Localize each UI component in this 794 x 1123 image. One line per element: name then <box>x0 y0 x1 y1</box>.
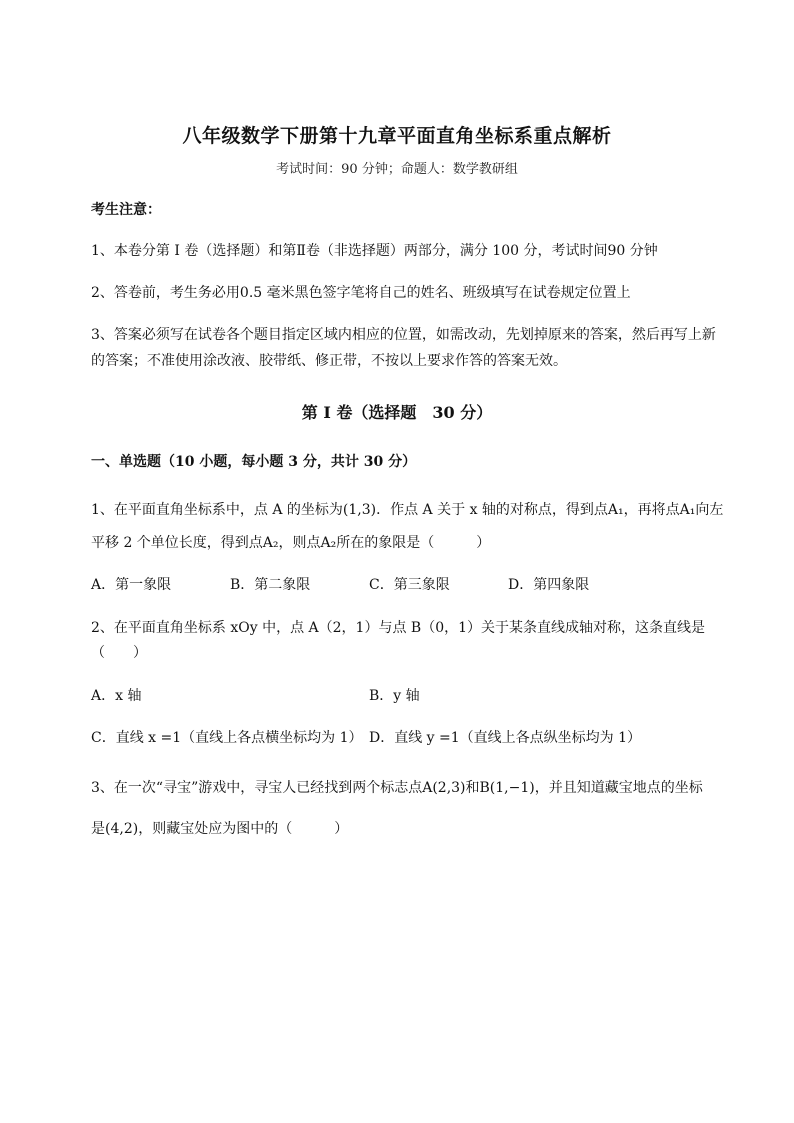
question-1-option-c: C．第三象限 <box>369 577 450 593</box>
notice-heading: 考生注意： <box>91 202 161 218</box>
question-3-line-2: 是(4,2)，则藏宝处应为图中的（ ） <box>91 821 349 837</box>
section-title: 第 I 卷（选择题 30 分） <box>301 403 493 422</box>
notice-item-3-continued: 的答案；不准使用涂改液、胶带纸、修正带，不按以上要求作答的答案无效。 <box>91 353 567 369</box>
exam-subtitle: 考试时间：90 分钟；命题人：数学教研组 <box>276 162 518 177</box>
question-2-option-b: B．y 轴 <box>369 688 420 704</box>
notice-item-2: 2、答卷前，考生务必用0.5 毫米黑色签字笔将自己的姓名、班级填写在试卷规定位置上 <box>91 285 631 301</box>
part-heading: 一、单选题（10 小题，每小题 3 分，共计 30 分） <box>91 454 417 470</box>
question-1-option-d: D．第四象限 <box>508 577 590 593</box>
question-1-option-a: A．第一象限 <box>91 577 172 593</box>
question-2-option-d: D．直线 y =1（直线上各点纵坐标均为 1） <box>369 730 642 746</box>
exam-title: 八年级数学下册第十九章平面直角坐标系重点解析 <box>182 125 612 147</box>
notice-item-1: 1、本卷分第 I 卷（选择题）和第Ⅱ卷（非选择题）两部分，满分 100 分，考试时间90 分钟 <box>91 243 658 259</box>
question-2-option-c: C．直线 x =1（直线上各点横坐标均为 1） <box>91 730 363 746</box>
question-2-line-2: （ ） <box>91 645 147 661</box>
notice-item-3: 3、答案必须写在试卷各个题目指定区域内相应的位置，如需改动，先划掉原来的答案，然后再写上新 <box>91 327 716 343</box>
question-2-option-a: A．x 轴 <box>91 688 142 704</box>
question-2-line-1: 2、在平面直角坐标系 xOy 中，点 A（2，1）与点 B（0，1）关于某条直线成轴对称，这条直线是 <box>91 620 706 636</box>
question-3-line-1: 3、在一次“寻宝”游戏中，寻宝人已经找到两个标志点A(2,3)和B(1,−1)，并且知道藏宝地点的坐标 <box>91 780 703 796</box>
question-1-option-b: B．第二象限 <box>230 577 311 593</box>
question-1-line-2: 平移 2 个单位长度，得到点A₂，则点A₂所在的象限是（ ） <box>91 535 491 551</box>
question-1-line-1: 1、在平面直角坐标系中，点 A 的坐标为(1,3)．作点 A 关于 x 轴的对称点，得到点A₁，再将点A₁向左 <box>91 502 724 518</box>
